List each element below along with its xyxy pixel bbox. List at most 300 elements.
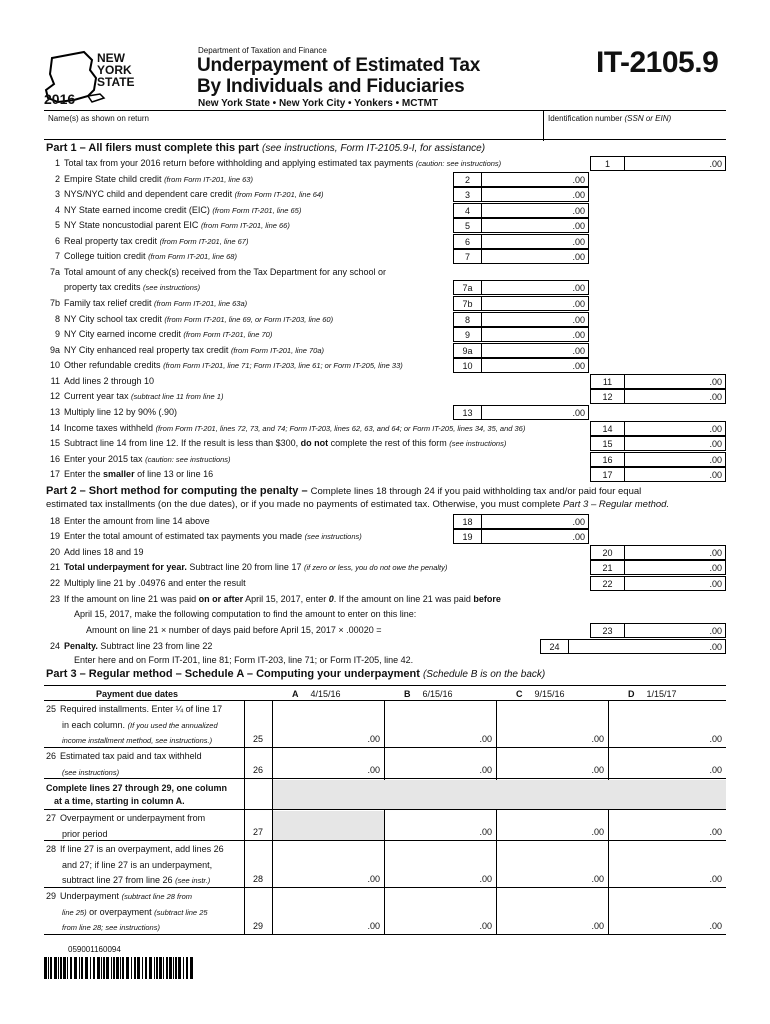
line-18-amount-field[interactable] <box>453 514 589 529</box>
line-19-box-label: 19 <box>454 530 482 543</box>
line-21-note: (if zero or less, you do not owe the penalty) <box>303 563 448 572</box>
line29-label <box>46 889 242 936</box>
line27-label <box>46 811 242 842</box>
line25-text2 <box>46 718 242 734</box>
line-6 <box>46 236 248 246</box>
barcode-icon <box>44 957 194 979</box>
line-9a-note: (from Form IT-201, line 70a) <box>230 346 325 355</box>
line25-l2-note: (If you used the annualized <box>127 720 218 730</box>
line-6-box-label: 6 <box>454 235 482 248</box>
line-22 <box>46 578 246 588</box>
line29-column-a-field[interactable]: .00 <box>367 921 380 931</box>
line-24-text-row2 <box>74 655 413 665</box>
barcode-bar <box>178 957 181 979</box>
line28-l3: subtract line 27 from line 26 <box>62 875 173 885</box>
line-13-amount-field[interactable] <box>453 405 589 420</box>
barcode-bar <box>116 957 119 979</box>
line-17-bold: smaller <box>103 469 135 479</box>
barcode-bar <box>173 957 174 979</box>
line27-number: 27 <box>46 813 57 823</box>
line-23-bold2: 0 <box>328 594 334 604</box>
state-logo-text <box>97 52 135 88</box>
barcode-bar <box>163 957 164 979</box>
line25-l1: Required installments. Enter ¼ of line 17 <box>60 704 223 714</box>
line25-column-a-field[interactable]: .00 <box>367 734 380 744</box>
line-10 <box>46 360 403 370</box>
barcode-bar <box>67 957 68 979</box>
column-d-header <box>628 689 677 699</box>
line-24 <box>46 641 212 651</box>
line-7b-amount-field[interactable] <box>453 296 589 311</box>
line-21 <box>46 562 447 572</box>
line29-l2-note: line 25) <box>62 907 87 917</box>
schedule-a-table <box>44 685 726 935</box>
line-7b-text: Family tax relief credit <box>64 298 152 308</box>
line25-column-d-field[interactable]: .00 <box>709 734 722 744</box>
line25-column-c-field[interactable]: .00 <box>591 734 604 744</box>
line-7b-box-label: 7b <box>454 297 482 310</box>
line-14-amount-field[interactable] <box>590 421 726 436</box>
line-15 <box>46 438 506 448</box>
line28-text1 <box>46 842 242 858</box>
line-5-amount-field[interactable] <box>453 218 589 233</box>
line-15-bold: do not <box>300 438 329 448</box>
line-15-amount-field[interactable] <box>590 436 726 451</box>
line-9-text: NY City earned income credit <box>64 329 181 339</box>
line29-l1-note: (subtract line 28 from <box>121 892 193 901</box>
line29-column-c-field[interactable]: .00 <box>591 921 604 931</box>
barcode-bar <box>169 957 172 979</box>
line-16-text: Enter your 2015 tax <box>64 454 143 464</box>
line-6-text: Real property tax credit <box>64 236 158 246</box>
line25-column-b-field[interactable]: .00 <box>479 734 492 744</box>
barcode-bar <box>126 957 129 979</box>
line25-l2: in each column. <box>62 719 126 730</box>
line-8-value: .00 <box>572 314 585 325</box>
line-10-amount-field[interactable] <box>453 358 589 373</box>
barcode-bar <box>97 957 100 979</box>
line26-column-d-field[interactable]: .00 <box>709 765 722 775</box>
line-1-text: Total tax from your 2016 return before withholding and applying estimated tax payments <box>64 158 414 168</box>
line-2-box-label: 2 <box>454 173 482 186</box>
line-14-text: Income taxes withheld <box>64 423 154 433</box>
line-18-box-label: 18 <box>454 515 482 528</box>
barcode-bar <box>145 957 147 979</box>
barcode-bar <box>137 957 140 979</box>
line-22-number: 22 <box>49 578 60 588</box>
line-7-text: College tuition credit <box>64 251 146 261</box>
line-20 <box>46 547 144 557</box>
line-18-value: .00 <box>572 516 585 527</box>
line-23 <box>46 594 501 604</box>
line-6-amount-field[interactable] <box>453 234 589 249</box>
column-a-letter: A <box>292 689 299 699</box>
line-17-amount-field[interactable] <box>590 467 726 482</box>
line-7a <box>46 267 386 277</box>
line-18-number: 18 <box>49 516 60 526</box>
line29-text1 <box>46 889 242 905</box>
barcode-bar <box>85 957 88 979</box>
line29-number: 29 <box>46 891 57 901</box>
barcode-bar <box>58 957 59 979</box>
line-1-note: (caution: see instructions) <box>415 159 502 168</box>
barcode-bar <box>186 957 188 979</box>
line28-column-b-field[interactable]: .00 <box>479 874 492 884</box>
line-8 <box>46 314 333 324</box>
line-7a-value: .00 <box>572 282 585 293</box>
line-17-value: .00 <box>709 469 722 480</box>
part1-title-note: (see instructions, Form IT-2105.9-I, for assistance) <box>262 143 486 154</box>
line-24-text2: Enter here and on Form IT-201, line 81; Form IT-203, line 71; or Form IT-205, line 42. <box>74 655 414 665</box>
line-12-note: (subtract line 11 from line 1) <box>131 392 224 401</box>
line-9-note: (from Form IT-201, line 70) <box>183 330 273 339</box>
instruction-label <box>46 782 242 808</box>
line-3-number: 3 <box>54 189 60 199</box>
barcode-bar <box>149 957 152 979</box>
line-4 <box>46 205 301 215</box>
line-16-note: (caution: see instructions) <box>145 455 231 464</box>
line-10-value: .00 <box>572 360 585 371</box>
column-c-header <box>516 689 565 699</box>
tax-year: 2016 <box>44 91 76 107</box>
line-19-number: 19 <box>49 531 60 541</box>
column-c-date: 9/15/16 <box>534 689 565 699</box>
form-number: IT-2105.9 <box>596 46 719 79</box>
line-22-box-label: 22 <box>591 577 625 590</box>
line-3-text: NYS/NYC child and dependent care credit <box>64 189 233 199</box>
line-16-box-label: 16 <box>591 453 625 466</box>
line-15-note: (see instructions) <box>449 439 507 448</box>
line27-box-label: 27 <box>252 827 263 837</box>
line-21-text: Subtract line 20 from line 17 <box>189 562 302 572</box>
id-number-field[interactable] <box>548 114 671 123</box>
line-10-box-label: 10 <box>454 359 482 372</box>
line-20-text: Add lines 18 and 19 <box>64 547 144 557</box>
line-19-amount-field[interactable] <box>453 529 589 544</box>
line-21-number: 21 <box>49 562 60 572</box>
line-5 <box>46 220 290 230</box>
line28-l2: and 27; if line 27 is an underpayment, <box>62 859 213 870</box>
line-9-amount-field[interactable] <box>453 327 589 342</box>
line-13-box-label: 13 <box>454 406 482 419</box>
line-29-row <box>44 888 726 935</box>
line-13-number: 13 <box>49 407 60 417</box>
line26-number: 26 <box>46 751 57 761</box>
line-21-amount-field[interactable] <box>590 560 726 575</box>
line-2-amount-field[interactable] <box>453 172 589 187</box>
barcode-bar <box>142 957 143 979</box>
line-23-text-row3 <box>86 625 381 635</box>
line-17-text: Enter the <box>64 469 101 479</box>
barcode-bar <box>44 957 47 979</box>
line-20-number: 20 <box>49 547 60 557</box>
line-21-bold: Total underpayment for year. <box>64 562 187 572</box>
part3-title-note: (Schedule B is on the back) <box>422 669 546 680</box>
column-d-letter: D <box>628 689 635 699</box>
line-5-note: (from Form IT-201, line 66) <box>200 221 290 230</box>
line-7a-amount-field[interactable] <box>453 280 589 295</box>
line25-text3 <box>46 733 242 749</box>
barcode-bar <box>166 957 168 979</box>
line-24-bold: Penalty. <box>64 641 98 651</box>
barcode-bar <box>183 957 184 979</box>
line-21-box-label: 21 <box>591 561 625 574</box>
line-9a-amount-field[interactable] <box>453 343 589 358</box>
line26-column-b-field[interactable]: .00 <box>479 765 492 775</box>
line-7-note: (from Form IT-201, line 68) <box>148 252 237 261</box>
barcode-bar <box>70 957 72 979</box>
barcode-bar <box>90 957 91 979</box>
barcode-number: 059001160094 <box>68 945 121 954</box>
line-20-amount-field[interactable] <box>590 545 726 560</box>
part1-title <box>46 142 485 154</box>
barcode-bar <box>113 957 115 979</box>
line-12-number: 12 <box>49 391 60 401</box>
column-d-date: 1/15/17 <box>646 689 677 699</box>
line-10-number: 10 <box>49 360 60 370</box>
line29-l2: or overpayment <box>89 906 152 917</box>
id-label: Identification number <box>548 114 623 123</box>
form-title-line1: Underpayment of Estimated Tax <box>197 55 481 76</box>
part1-title-text: Part 1 – All filers must complete this part <box>46 142 259 154</box>
line-22-value: .00 <box>709 578 722 589</box>
line27-l1: Overpayment or underpayment from <box>60 813 206 823</box>
line-17-box-label: 17 <box>591 468 625 481</box>
line-14-note: (from Form IT-201, lines 72, 73, and 74; Form IT-203, lines 62, 63, and 64; or Form IT-205, lines 34, 35, and 36) <box>155 424 526 433</box>
line-5-box-label: 5 <box>454 219 482 232</box>
line-7-value: .00 <box>572 251 585 262</box>
line-23-text-c: . If the amount on line 21 was paid <box>333 594 471 604</box>
line-9a-box-label: 9a <box>454 344 482 357</box>
line-24-value: .00 <box>709 641 722 652</box>
line-12-box-label: 12 <box>591 390 625 403</box>
line-16-number: 16 <box>49 454 60 464</box>
line-11-value: .00 <box>709 376 722 387</box>
line29-text2 <box>46 905 242 921</box>
line-11-amount-field[interactable] <box>590 374 726 389</box>
line-24-amount-field[interactable] <box>540 639 726 654</box>
line-1 <box>46 158 501 168</box>
line-15-number: 15 <box>49 438 60 448</box>
line-2-number: 2 <box>54 174 60 184</box>
line-7-number: 7 <box>54 251 60 261</box>
barcode-bar <box>74 957 77 979</box>
line-7b-number: 7b <box>49 298 60 308</box>
line-3-value: .00 <box>572 189 585 200</box>
line29-column-d-field[interactable]: .00 <box>709 921 722 931</box>
column-b-date: 6/15/16 <box>422 689 453 699</box>
line-23-text-b: April 15, 2017, enter <box>245 594 327 604</box>
line-12-text: Current year tax <box>64 391 129 401</box>
logo-word-state: STATE <box>97 75 135 89</box>
line-19 <box>46 531 362 541</box>
line26-text1 <box>46 749 242 765</box>
line-2 <box>46 174 253 184</box>
due-dates-row <box>44 686 726 701</box>
line26-text2 <box>46 765 242 781</box>
line-8-amount-field[interactable] <box>453 312 589 327</box>
line-3-amount-field[interactable] <box>453 187 589 202</box>
line-6-note: (from Form IT-201, line 67) <box>159 237 249 246</box>
name-label: Name(s) as shown on return <box>48 114 149 123</box>
line-11-text: Add lines 2 through 10 <box>64 376 155 386</box>
line-16 <box>46 454 231 464</box>
line-7-box-label: 7 <box>454 250 482 263</box>
line-10-text: Other refundable credits <box>64 360 161 370</box>
line27-text2 <box>46 827 242 843</box>
line-27-row <box>44 810 726 841</box>
line-11 <box>46 376 154 386</box>
barcode-bar <box>63 957 66 979</box>
line-1-box-label: 1 <box>591 157 625 170</box>
line29-l1: Underpayment <box>60 891 120 901</box>
line-15-text: Subtract line 14 from line 12. If the result is less than $300, <box>64 438 299 448</box>
line-14-number: 14 <box>49 423 60 433</box>
line28-column-c-field[interactable]: .00 <box>591 874 604 884</box>
line-22-amount-field[interactable] <box>590 576 726 591</box>
barcode-bar <box>154 957 155 979</box>
line-23-text-row2 <box>74 609 416 619</box>
line26-l1: Estimated tax paid and tax withheld <box>60 751 202 761</box>
line26-column-c-field[interactable]: .00 <box>591 765 604 775</box>
column-b-letter: B <box>404 689 411 699</box>
name-field[interactable] <box>48 114 149 123</box>
line-12 <box>46 391 223 401</box>
barcode-bar <box>120 957 121 979</box>
line-20-box-label: 20 <box>591 546 625 559</box>
id-label-note: (SSN or EIN) <box>624 114 672 123</box>
part2-subtitle-text: estimated tax installments (on the due dates), or if you made no payments of estimated tax. Otherwise, you must complete <box>46 499 561 510</box>
line-9a-number: 9a <box>49 345 60 355</box>
barcode-bar <box>134 957 136 979</box>
instruction-line2: at a time, starting in column A. <box>54 796 185 806</box>
line-23-text: If the amount on line 21 was paid <box>64 594 197 604</box>
line-7b <box>46 298 247 308</box>
barcode-bar <box>156 957 158 979</box>
line-7a-box-label: 7a <box>454 281 482 294</box>
barcode-bar <box>103 957 105 979</box>
barcode-bar <box>175 957 177 979</box>
line-1-value: .00 <box>709 158 722 169</box>
due-dates-label: Payment due dates <box>96 689 179 699</box>
line-14 <box>46 423 525 433</box>
line-4-note: (from Form IT-201, line 65) <box>212 206 302 215</box>
line28-l3-note: (see instr.) <box>175 876 211 885</box>
line-3-box-label: 3 <box>454 188 482 201</box>
barcode-bar <box>50 957 52 979</box>
line27-column-d-field[interactable]: .00 <box>709 827 722 837</box>
line28-column-a-field[interactable]: .00 <box>367 874 380 884</box>
line28-label <box>46 842 242 889</box>
line-8-number: 8 <box>54 314 60 324</box>
department-name: Department of Taxation and Finance <box>198 46 327 55</box>
line-9-box-label: 9 <box>454 328 482 341</box>
line-23-amount-field[interactable] <box>590 623 726 638</box>
line-7-amount-field[interactable] <box>453 249 589 264</box>
line-16-value: .00 <box>709 454 722 465</box>
line-22-text: Multiply line 21 by .04976 and enter the result <box>64 578 246 588</box>
line-10-note: (from Form IT-201, line 71; Form IT-203, line 61; or Form IT-205, line 33) <box>163 361 403 370</box>
barcode-bar <box>93 957 95 979</box>
line-23-bold1: on or after <box>198 594 244 604</box>
line28-number: 28 <box>46 844 57 854</box>
line29-text3 <box>46 920 242 936</box>
line-1-amount-field[interactable] <box>590 156 726 171</box>
line28-column-d-field[interactable]: .00 <box>709 874 722 884</box>
line-7b-value: .00 <box>572 298 585 309</box>
line-23-text3: Amount on line 21 × number of days paid before April 15, 2017 × .00020 = <box>86 625 382 635</box>
barcode-bar <box>122 957 124 979</box>
part2-title-text: Part 2 – Short method for computing the penalty – <box>46 485 308 497</box>
part2-subtitle-italic: Part 3 – Regular method. <box>562 499 670 510</box>
barcode-bar <box>81 957 83 979</box>
line-12-value: .00 <box>709 391 722 402</box>
part2-subtitle <box>46 499 669 510</box>
line-4-box-label: 4 <box>454 204 482 217</box>
part2-title <box>46 485 641 497</box>
line-9-number: 9 <box>54 329 60 339</box>
line-9a-text: NY City enhanced real property tax credit <box>64 345 229 355</box>
line-7a-text: Total amount of any check(s) received from the Tax Department for any school or <box>64 267 386 277</box>
line-20-value: .00 <box>709 547 722 558</box>
line26-column-a-field[interactable]: .00 <box>367 765 380 775</box>
line-3 <box>46 189 324 199</box>
line-8-note: (from Form IT-201, line 69, or Form IT-203, line 60) <box>164 315 334 324</box>
line28-text3 <box>46 873 242 889</box>
column-b-header <box>404 689 453 699</box>
line29-column-b-field[interactable]: .00 <box>479 921 492 931</box>
column-a-header <box>292 689 341 699</box>
line-13-text: Multiply line 12 by 90% (.90) <box>64 407 178 417</box>
barcode-bar <box>190 957 193 979</box>
line27-text1 <box>46 811 242 827</box>
barcode-bar <box>79 957 80 979</box>
line27-column-c-field[interactable]: .00 <box>591 827 604 837</box>
form-subtitle: New York State • New York City • Yonkers • MCTMT <box>198 98 439 109</box>
form-title-line2: By Individuals and Fiduciaries <box>197 76 465 97</box>
line-23-text2: April 15, 2017, make the following computation to find the amount to enter on this line: <box>74 609 417 619</box>
line-19-text: Enter the total amount of estimated tax payments you made <box>64 531 303 541</box>
line-9a-value: .00 <box>572 345 585 356</box>
line-7a-text-row2 <box>64 282 200 292</box>
line-4-number: 4 <box>54 205 60 215</box>
line29-box-label: 29 <box>252 921 263 931</box>
barcode-bar <box>60 957 62 979</box>
line-17-number: 17 <box>49 469 60 479</box>
line-12-amount-field[interactable] <box>590 389 726 404</box>
line-16-amount-field[interactable] <box>590 452 726 467</box>
line28-l1: If line 27 is an overpayment, add lines 26 <box>60 844 224 854</box>
barcode-bar <box>54 957 57 979</box>
line-2-text: Empire State child credit <box>64 174 162 184</box>
line-7b-note: (from Form IT-201, line 63a) <box>154 299 248 308</box>
instruction-line1: Complete lines 27 through 29, one column <box>46 783 228 793</box>
line-17 <box>46 469 213 479</box>
line-14-box-label: 14 <box>591 422 625 435</box>
line-18 <box>46 516 210 526</box>
line-21-value: .00 <box>709 562 722 573</box>
line28-text2 <box>46 858 242 874</box>
line27-column-b-field[interactable]: .00 <box>479 827 492 837</box>
line-25-row <box>44 701 726 748</box>
line-28-row <box>44 841 726 888</box>
line-4-text: NY State earned income credit (EIC) <box>64 205 210 215</box>
line-5-text: NY State noncustodial parent EIC <box>64 220 199 230</box>
logo-word-new: NEW <box>97 51 125 65</box>
barcode-bar <box>106 957 109 979</box>
logo-word-york: YORK <box>97 63 132 77</box>
line-4-amount-field[interactable] <box>453 203 589 218</box>
